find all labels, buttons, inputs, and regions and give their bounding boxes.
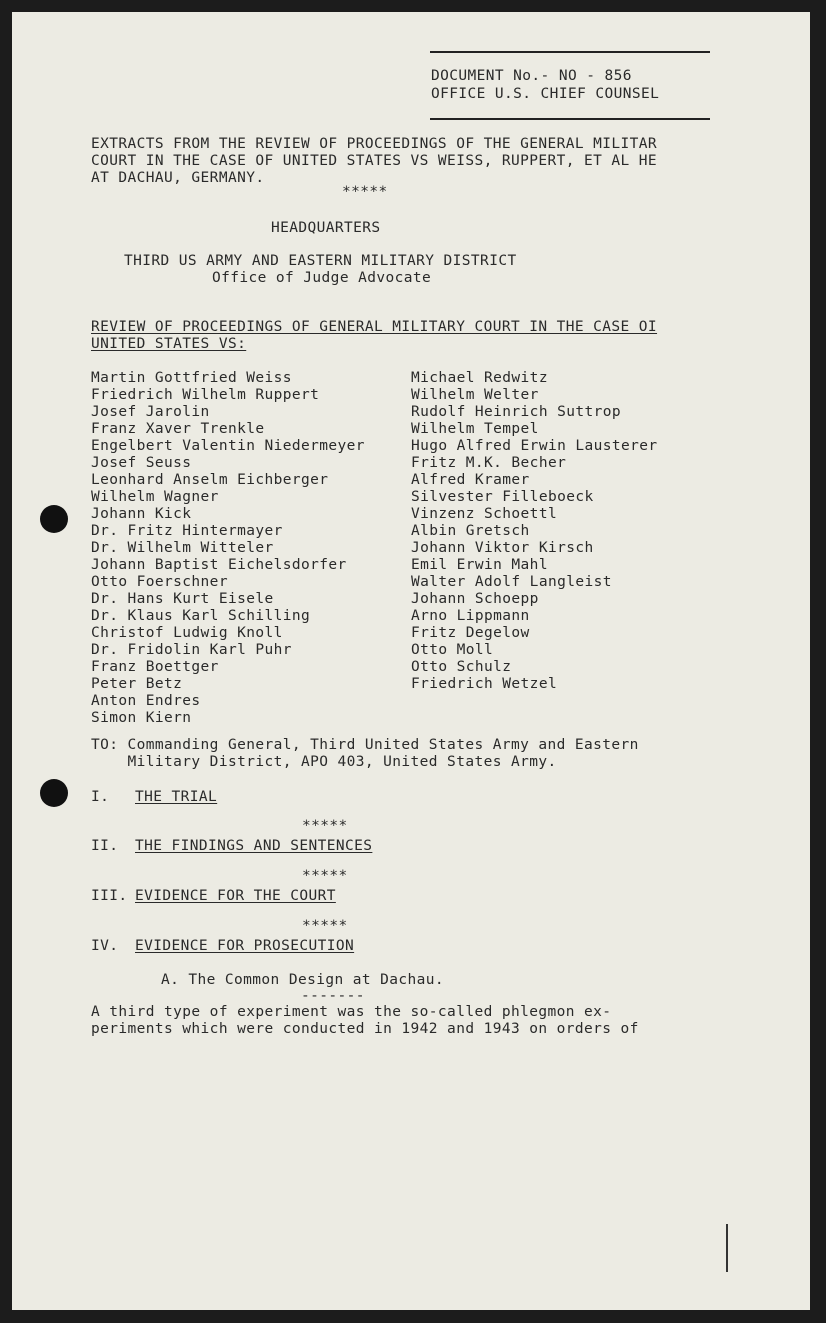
defendants-left-column [91, 370, 365, 727]
defendant-name: Dr. Hans Kurt Eisele [91, 591, 274, 607]
header-bottom-rule [430, 118, 710, 120]
defendant-name: Arno Lippmann [411, 608, 530, 624]
section-stars-3: ***** [302, 918, 348, 934]
to-line-2: Military District, APO 403, United States Army. [91, 754, 557, 770]
defendant-name: Otto Moll [411, 642, 494, 658]
defendant-name: Otto Schulz [411, 659, 512, 675]
defendant-name: Friedrich Wetzel [411, 676, 558, 692]
pen-mark [726, 1224, 728, 1272]
defendant-name: Franz Boettger [91, 659, 219, 675]
section-1-title: THE TRIAL [135, 789, 218, 805]
defendant-name: Engelbert Valentin Niedermeyer [91, 438, 365, 454]
defendant-name: Wilhelm Tempel [411, 421, 539, 437]
body-line-2: periments which were conducted in 1942 and 1943 on orders of [91, 1021, 639, 1037]
section-1-number: I. [91, 789, 110, 805]
defendant-name: Franz Xaver Trenkle [91, 421, 265, 437]
defendant-name: Simon Kiern [91, 710, 192, 726]
defendant-name: Vinzenz Schoettl [411, 506, 558, 522]
hq-title: HEADQUARTERS [271, 220, 381, 236]
header-top-rule [430, 51, 710, 53]
punch-hole-bottom [40, 779, 68, 807]
defendant-name: Dr. Fritz Hintermayer [91, 523, 283, 539]
defendant-name: Alfred Kramer [411, 472, 530, 488]
subsection-a: A. The Common Design at Dachau. [161, 972, 445, 988]
defendant-name: Dr. Klaus Karl Schilling [91, 608, 311, 624]
review-heading-line-1: REVIEW OF PROCEEDINGS OF GENERAL MILITARY COURT IN THE CASE OI [91, 319, 658, 335]
intro-stars: ***** [342, 184, 388, 200]
defendant-name: Johann Schoepp [411, 591, 539, 607]
defendant-name: Friedrich Wilhelm Ruppert [91, 387, 320, 403]
defendant-name: Wilhelm Welter [411, 387, 539, 403]
dash-separator: ------- [301, 988, 365, 1004]
defendant-name: Fritz Degelow [411, 625, 530, 641]
defendant-name: Michael Redwitz [411, 370, 548, 386]
intro-line-2: COURT IN THE CASE OF UNITED STATES VS WEISS, RUPPERT, ET AL HE [91, 153, 658, 169]
section-2-number: II. [91, 838, 119, 854]
hq-line-1: THIRD US ARMY AND EASTERN MILITARY DISTRICT [124, 253, 517, 269]
defendant-name: Johann Kick [91, 506, 192, 522]
defendant-name: Martin Gottfried Weiss [91, 370, 292, 386]
defendant-name: Anton Endres [91, 693, 201, 709]
document-number: DOCUMENT No.- NO - 856 [431, 68, 632, 84]
hq-line-2: Office of Judge Advocate [212, 270, 432, 286]
section-4-number: IV. [91, 938, 119, 954]
defendant-name: Peter Betz [91, 676, 183, 692]
defendant-name: Johann Baptist Eichelsdorfer [91, 557, 347, 573]
defendant-name: Silvester Filleboeck [411, 489, 594, 505]
section-3-title: EVIDENCE FOR THE COURT [135, 888, 336, 904]
to-line-1: TO: Commanding General, Third United States Army and Eastern [91, 737, 639, 753]
defendant-name: Fritz M.K. Becher [411, 455, 567, 471]
document-page [12, 12, 810, 1310]
section-stars-1: ***** [302, 818, 348, 834]
section-3-number: III. [91, 888, 128, 904]
defendant-name: Leonhard Anselm Eichberger [91, 472, 329, 488]
defendant-name: Otto Foerschner [91, 574, 228, 590]
defendants-right-column [411, 370, 658, 693]
defendant-name: Wilhelm Wagner [91, 489, 219, 505]
defendant-name: Emil Erwin Mahl [411, 557, 548, 573]
defendant-name: Rudolf Heinrich Suttrop [411, 404, 621, 420]
review-heading-line-2: UNITED STATES VS: [91, 336, 247, 352]
intro-line-3: AT DACHAU, GERMANY. [91, 170, 265, 186]
defendant-name: Walter Adolf Langleist [411, 574, 612, 590]
defendant-name: Dr. Wilhelm Witteler [91, 540, 274, 556]
defendant-name: Christof Ludwig Knoll [91, 625, 283, 641]
defendant-name: Johann Viktor Kirsch [411, 540, 594, 556]
defendant-name: Dr. Fridolin Karl Puhr [91, 642, 292, 658]
defendant-name: Josef Jarolin [91, 404, 210, 420]
section-stars-2: ***** [302, 868, 348, 884]
body-line-1: A third type of experiment was the so-called phlegmon ex- [91, 1004, 612, 1020]
defendant-name: Hugo Alfred Erwin Lausterer [411, 438, 658, 454]
section-4-title: EVIDENCE FOR PROSECUTION [135, 938, 355, 954]
section-2-title: THE FINDINGS AND SENTENCES [135, 838, 373, 854]
office-line: OFFICE U.S. CHIEF COUNSEL [431, 86, 660, 102]
defendant-name: Albin Gretsch [411, 523, 530, 539]
punch-hole-top [40, 505, 68, 533]
intro-line-1: EXTRACTS FROM THE REVIEW OF PROCEEDINGS OF THE GENERAL MILITAR [91, 136, 658, 152]
defendant-name: Josef Seuss [91, 455, 192, 471]
